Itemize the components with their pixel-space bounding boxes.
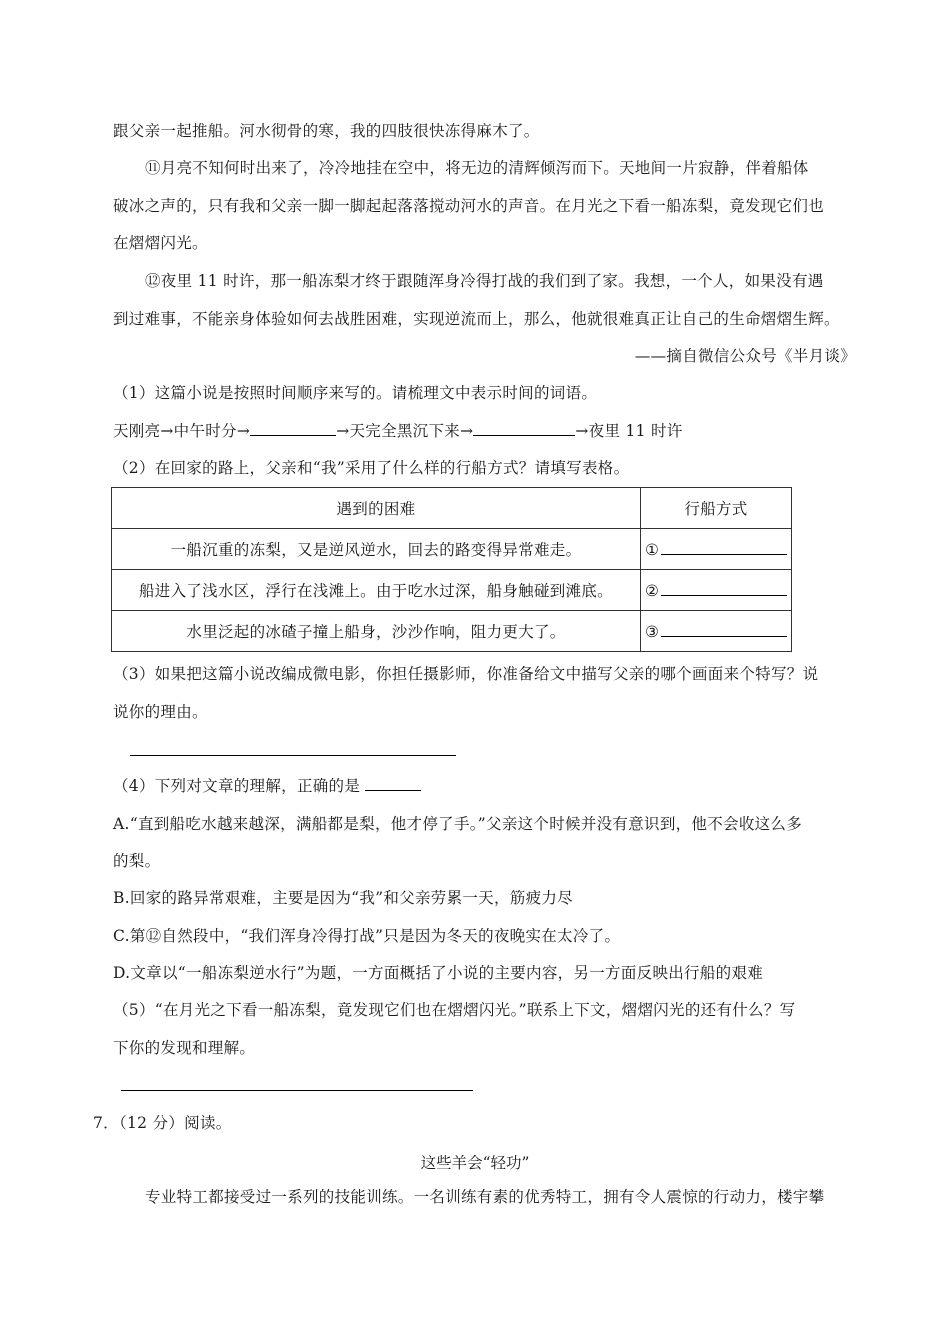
question-7-header: 7．（12 分）阅读。 [93, 1114, 232, 1132]
answer-number: ③ [645, 622, 660, 641]
question-4-text [113, 776, 873, 796]
question-1-text: （1）这篇小说是按照时间顺序来写的。请梳理文中表示时间的词语。 [113, 384, 598, 402]
question-3-line2: 说你的理由。 [113, 703, 208, 721]
story-paragraph-11-line3: 在熠熠闪光。 [113, 234, 208, 252]
question-3-line1: （3）如果把这篇小说改编成微电影，你担任摄影师，你准备给文中描写父亲的哪个画面来个特写？说 [113, 665, 819, 683]
option-a-line2: 的梨。 [113, 852, 161, 870]
timeline-part-1: 天刚亮→中午时分→ [113, 422, 251, 440]
option-c[interactable]: C.第⑫自然段中，“我们浑身冷得打战”只是因为冬天的夜晚实在太冷了。 [113, 927, 621, 945]
story-paragraph-11-line1: ⑪月亮不知何时出来了，冷冷地挂在空中，将无边的清辉倾泻而下。天地间一片寂静，伴着船体 [145, 159, 809, 177]
option-a-line1[interactable]: A.“直到船吃水越来越深，满船都是梨，他才停了手。”父亲这个时候并没有意识到，他不会收这么多 [113, 815, 803, 833]
question-4-label: （4）下列对文章的理解，正确的是 [113, 777, 361, 795]
answer-cell[interactable] [641, 570, 792, 611]
story-source: ——摘自微信公众号《半月谈》 [634, 347, 856, 365]
table-row [112, 529, 792, 570]
header-difficulty: 遇到的困难 [112, 488, 641, 529]
answer-blank[interactable] [661, 622, 787, 637]
table-row [112, 611, 792, 652]
answer-number: ① [645, 540, 660, 559]
passage-first-line: 专业特工都接受过一系列的技能训练。一名训练有素的优秀特工，拥有令人震惊的行动力，楼宇攀 [145, 1188, 825, 1206]
question-4-answer-blank[interactable] [365, 776, 421, 791]
table-row [112, 570, 792, 611]
story-paragraph-12-line1: ⑫夜里 11 时许，那一船冻梨才终于跟随浑身冷得打战的我们到了家。我想，一个人，如果没有遇 [145, 272, 824, 290]
timeline-blank-1[interactable] [250, 421, 336, 436]
difficulty-cell: 船进入了浅水区，浮行在浅滩上。由于吃水过深，船身触碰到滩底。 [112, 570, 641, 611]
timeline-part-2: →天完全黑沉下来→ [336, 422, 474, 440]
answer-cell[interactable] [641, 529, 792, 570]
header-method: 行船方式 [641, 488, 792, 529]
timeline-blank-2[interactable] [473, 421, 575, 436]
passage-title: 这些羊会“轻功” [420, 1154, 530, 1172]
story-paragraph-intro: 跟父亲一起推船。河水彻骨的寒，我的四肢很快冻得麻木了。 [113, 122, 540, 140]
answer-cell[interactable] [641, 611, 792, 652]
difficulty-cell: 水里泛起的冰碴子撞上船身，沙沙作响，阻力更大了。 [112, 611, 641, 652]
answer-blank[interactable] [661, 581, 787, 596]
table-header-row [112, 488, 792, 529]
option-d[interactable]: D.文章以“一船冻梨逆水行”为题，一方面概括了小说的主要内容，另一方面反映出行船的艰难 [113, 964, 764, 982]
difficulty-cell: 一船沉重的冻梨，又是逆风逆水，回去的路变得异常难走。 [112, 529, 641, 570]
question-5-line1: （5）“在月光之下看一船冻梨，竟发现它们也在熠熠闪光。”联系上下文，熠熠闪光的还有什么？写 [113, 1001, 796, 1019]
option-b[interactable]: B.回家的路异常艰难，主要是因为“我”和父亲劳累一天，筋疲力尽 [113, 889, 573, 907]
answer-blank[interactable] [661, 540, 787, 555]
question-5-answer-line[interactable] [121, 1090, 473, 1091]
question-3-answer-line[interactable] [130, 755, 456, 756]
question-2-table [111, 487, 792, 652]
question-1-timeline [113, 421, 873, 441]
question-5-line2: 下你的发现和理解。 [113, 1039, 256, 1057]
answer-number: ② [645, 581, 660, 600]
story-paragraph-11-line2: 破冰之声的，只有我和父亲一脚一脚起起落落搅动河水的声音。在月光之下看一船冻梨，竟发现它们也 [113, 197, 825, 215]
story-paragraph-12-line2: 到过难事，不能亲身体验如何去战胜困难，实现逆流而上，那么，他就很难真正让自己的生命熠熠生辉。 [113, 310, 840, 328]
timeline-part-3: →夜里 11 时许 [575, 422, 683, 440]
question-2-text: （2）在回家的路上，父亲和“我”采用了什么样的行船方式？请填写表格。 [113, 459, 630, 477]
